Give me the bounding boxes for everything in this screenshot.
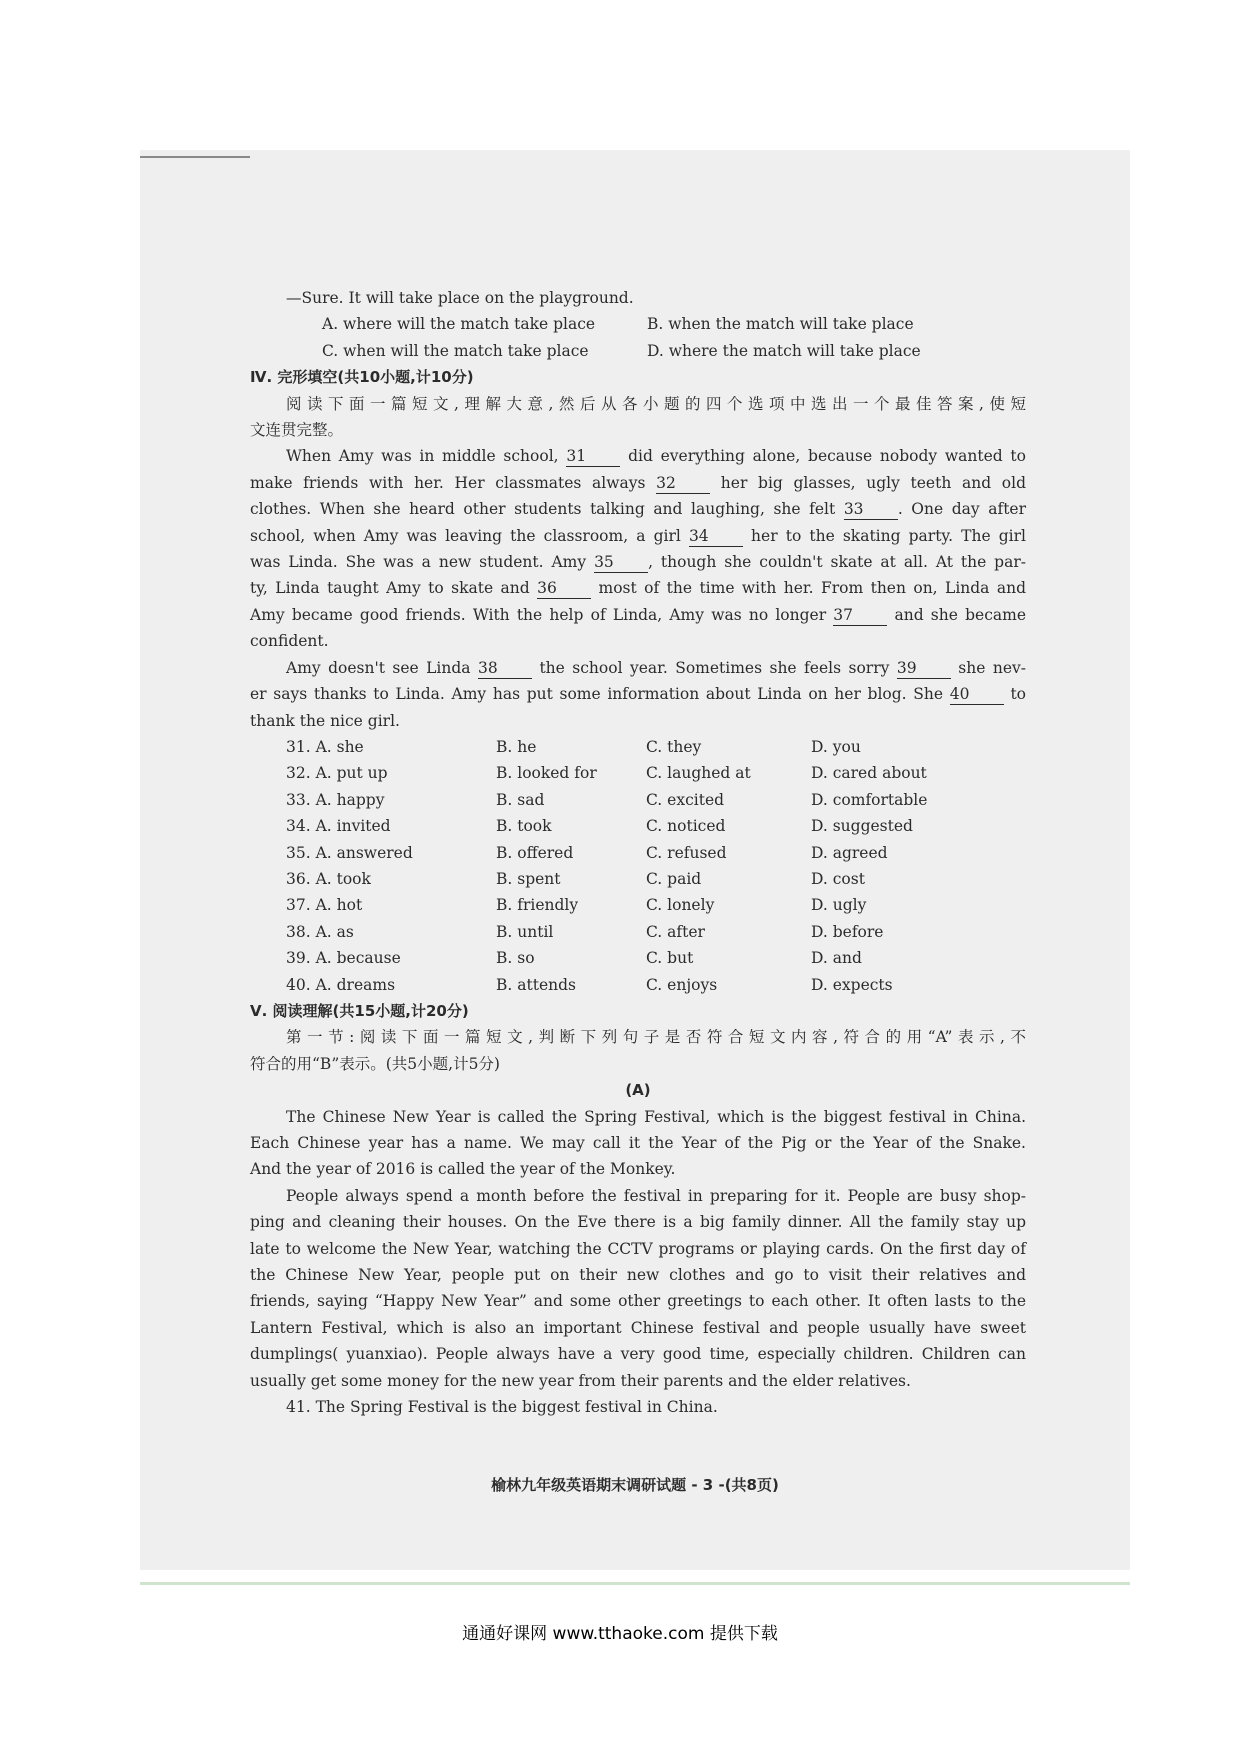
passage-line: school, when Amy was leaving the classroom, a girl 34 her to the skating party. The girl	[250, 526, 1026, 545]
page-footer: 榆林九年级英语期末调研试题 - 3 -(共8页)	[491, 1476, 779, 1494]
blank-37: 37	[833, 605, 887, 626]
question-row: 33. A. happy B. sad C. excited D. comfortable	[286, 790, 928, 809]
option-b: B. when the match will take place	[647, 315, 914, 334]
question-41: 41. The Spring Festival is the biggest festival in China.	[286, 1398, 718, 1417]
passage-line: was Linda. She was a new student. Amy 35 , though she couldn't skate at all. At the par-	[250, 553, 1026, 572]
passage-line: Amy became good friends. With the help of Linda, Amy was no longer 37 and she became	[250, 605, 1026, 624]
question-row: 31. A. she B. he C. they D. you	[286, 737, 861, 756]
blank-40: 40	[950, 684, 1004, 705]
reading-line: late to welcome the New Year, watching the CCTV programs or playing cards. On the first day of	[250, 1239, 1026, 1258]
passage-line: Amy doesn't see Linda 38 the school year. Sometimes she feels sorry 39 she nev-	[286, 658, 1026, 677]
passage-line: confident.	[250, 632, 329, 651]
passage-line: er says thanks to Linda. Amy has put some information about Linda on her blog. She 40 to	[250, 685, 1026, 704]
option-d: D. where the match will take place	[647, 341, 921, 360]
blank-32: 32	[656, 473, 710, 494]
passage-line: ty, Linda taught Amy to skate and 36 most of the time with her. From then on, Linda and	[250, 579, 1026, 598]
reading-line: The Chinese New Year is called the Spring Festival, which is the biggest festival in China.	[286, 1107, 1026, 1126]
blank-38: 38	[478, 658, 532, 679]
blank-33: 33	[844, 499, 898, 520]
intro-answer: —Sure. It will take place on the playground.	[286, 289, 634, 307]
bottom-rule	[140, 1582, 1130, 1585]
section5-heading: Ⅴ. 阅读理解(共15小题,计20分)	[250, 1001, 469, 1020]
section4-heading: Ⅳ. 完形填空(共10小题,计10分)	[250, 368, 474, 387]
part-label: (A)	[625, 1081, 651, 1100]
section4-instruction-2: 文连贯完整。	[250, 421, 344, 440]
question-row: 37. A. hot B. friendly C. lonely D. ugly	[286, 896, 867, 915]
question-row: 35. A. answered B. offered C. refused D. agreed	[286, 843, 888, 862]
reading-line: Each Chinese year has a name. We may call it the Year of the Pig or the Year of the Snake.	[250, 1134, 1026, 1152]
option-a: A. where will the match take place	[322, 315, 596, 334]
reading-line: usually get some money for the new year from their parents and the elder relatives.	[250, 1371, 911, 1390]
reading-line: the Chinese New Year, people put on their new clothes and go to visit their relatives and	[250, 1266, 1026, 1285]
question-row: 38. A. as B. until C. after D. before	[286, 922, 884, 941]
blank-34: 34	[689, 526, 743, 547]
passage-line: clothes. When she heard other students talking and laughing, she felt 33 . One day after	[250, 500, 1027, 519]
question-row: 40. A. dreams B. attends C. enjoys D. expects	[286, 975, 893, 994]
exam-content	[250, 285, 1027, 1420]
section5-instruction: 第一节:阅读下面一篇短文,判断下列句子是否符合短文内容,符合的用“A”表示,不	[286, 1028, 1026, 1047]
reading-line: ping and cleaning their houses. On the Eve there is a big family dinner. All the family stay up	[250, 1213, 1026, 1232]
blank-31: 31	[566, 446, 620, 467]
blank-39: 39	[897, 658, 951, 679]
option-c: C. when will the match take place	[322, 341, 589, 360]
download-credit: 通通好课网 www.tthaoke.com 提供下载	[462, 1624, 778, 1644]
passage-line: make friends with her. Her classmates always 32 her big glasses, ugly teeth and old	[250, 473, 1026, 492]
question-row: 34. A. invited B. took C. noticed D. suggested	[286, 817, 913, 836]
intro-options	[286, 311, 1026, 364]
blank-35: 35	[594, 552, 648, 573]
passage-line: thank the nice girl.	[250, 711, 400, 730]
passage-line: When Amy was in middle school, 31 did everything alone, because nobody wanted to	[286, 447, 1026, 466]
section5-instruction-2: 符合的用“B”表示。(共5小题,计5分)	[250, 1054, 500, 1073]
reading-line: dumplings( yuanxiao). People always have a very good time, especially children. Children can	[250, 1345, 1026, 1364]
question-row: 32. A. put up B. looked for C. laughed at D. cared about	[286, 764, 927, 783]
blank-36: 36	[537, 578, 591, 599]
reading-line: And the year of 2016 is called the year of the Monkey.	[250, 1160, 676, 1179]
reading-line: Lantern Festival, which is also an important Chinese festival and people usually have sweet	[250, 1318, 1026, 1337]
section4-instruction: 阅读下面一篇短文,理解大意,然后从各小题的四个选项中选出一个最佳答案,使短	[286, 394, 1026, 413]
question-row: 39. A. because B. so C. but D. and	[286, 949, 862, 968]
top-rule	[140, 156, 250, 158]
reading-line: friends, saying “Happy New Year” and some other greetings to each other. It often lasts to the	[250, 1292, 1026, 1311]
reading-line: People always spend a month before the festival in preparing for it. People are busy shop-	[286, 1186, 1026, 1205]
question-row: 36. A. took B. spent C. paid D. cost	[286, 869, 865, 888]
